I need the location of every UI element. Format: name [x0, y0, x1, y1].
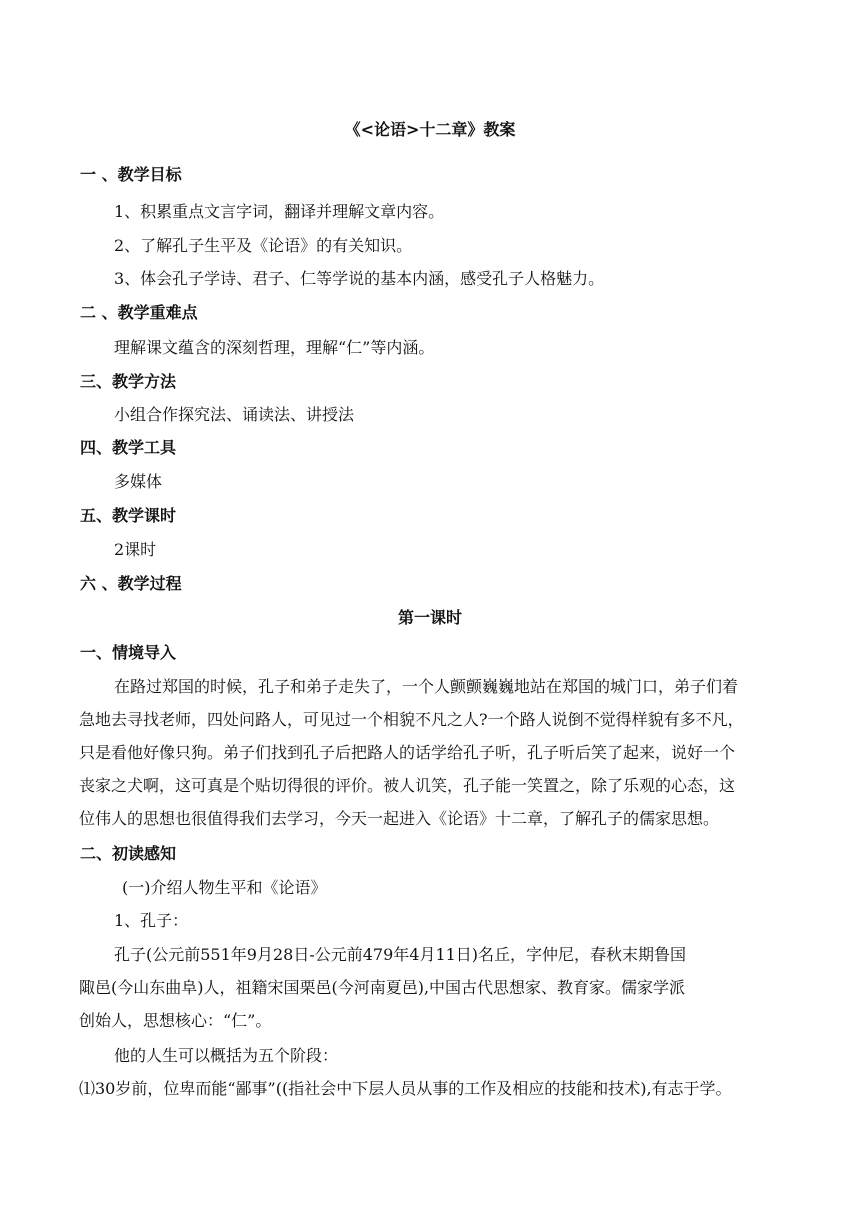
section-text: 理解课文蕴含的深刻哲理，理解“仁”等内涵。 [114, 338, 435, 357]
section-text: 2课时 [114, 540, 157, 559]
paragraph-line: 只是看他好像只狗。弟子们找到孔子后把路人的话学给孔子听，孔子听后笑了起来，说好一个 [79, 743, 736, 762]
lesson-title: 第一课时 [397, 608, 462, 627]
paragraph-line: 丧家之犬啊，这可真是个贴切得很的评价。被人讥笑，孔子能一笑置之，除了乐观的心态，这 [79, 776, 736, 795]
paragraph-line: 急地去寻找老师，四处问路人，可见过一个相貌不凡之人?一个路人说倒不觉得样貌有多不凡， [79, 710, 744, 729]
document-title: 《<论语>十二章》教案 [344, 120, 516, 139]
section-heading-hours: 五、教学课时 [80, 506, 177, 525]
objective-item: 2、了解孔子生平及《论语》的有关知识。 [114, 236, 413, 255]
section-heading-first-reading: 二、初读感知 [80, 844, 177, 863]
paragraph-line: 创始人，思想核心：“仁”。 [79, 1011, 272, 1030]
paragraph-line: 孔子(公元前551年9月28日-公元前479年4月11日)名丘，字仲尼，春秋末期鲁国 [114, 945, 687, 964]
paragraph-line: ⑴30岁前，位卑而能“鄙事”((指社会中下层人员从事的工作及相应的技能和技术),有志于学。 [79, 1079, 732, 1098]
list-item: 1、孔子： [114, 911, 189, 930]
section-heading-tools: 四、教学工具 [80, 438, 177, 457]
paragraph-line: 他的人生可以概括为五个阶段： [114, 1046, 339, 1065]
paragraph-line: 位伟人的思想也很值得我们去学习，今天一起进入《论语》十二章，了解孔子的儒家思想。 [79, 809, 720, 828]
section-heading-process: 六 、教学过程 [80, 574, 182, 593]
section-text: 多媒体 [114, 472, 163, 491]
section-heading-key-points: 二 、教学重难点 [80, 303, 198, 322]
paragraph-line: 陬邑(今山东曲阜)人，祖籍宋国栗邑(今河南夏邑),中国古代思想家、教育家。儒家学派 [79, 978, 686, 997]
subsection-heading: (一)介绍人物生平和《论语》 [122, 878, 327, 897]
section-heading-objectives: 一 、教学目标 [80, 165, 182, 184]
objective-item: 3、体会孔子学诗、君子、仁等学说的基本内涵，感受孔子人格魅力。 [114, 269, 605, 288]
paragraph-line: 在路过郑国的时候，孔子和弟子走失了，一个人颤颤巍巍地站在郑国的城门口，弟子们着 [114, 677, 739, 696]
objective-item: 1、积累重点文言字词，翻译并理解文章内容。 [114, 202, 445, 221]
section-heading-intro: 一、情境导入 [80, 643, 177, 662]
section-text: 小组合作探究法、诵读法、讲授法 [114, 405, 355, 424]
section-heading-methods: 三、教学方法 [80, 372, 177, 391]
